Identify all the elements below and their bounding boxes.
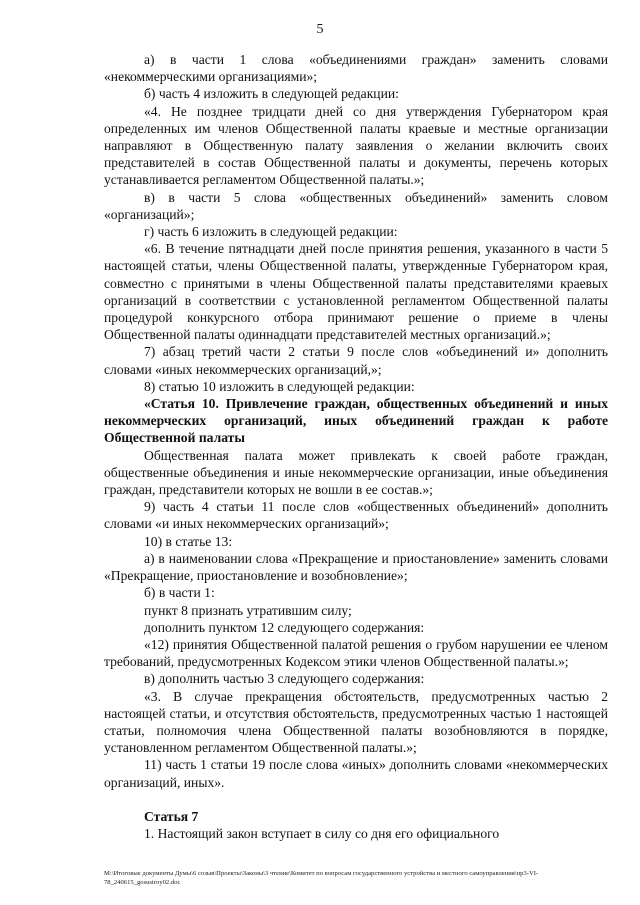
paragraph: «3. В случае прекращения обстоятельств, предусмотренных частью 2 настоящей статьи, и отсутствия обстоятельств, предусмотренных частью 1 настоящей статьи, полномочия члена Общественной палаты возобновляются в порядке, установленном регламентом Общественной палаты.»; <box>104 688 608 756</box>
paragraph: «4. Не позднее тридцати дней со дня утверждения Губернатором края определенных им членов Общественной палаты краевые и местные организации направляют в Общественную палату заявления о желании включить своих представителей в состав Общественной палаты и документы, перечень которых устанавливается регламентом Общественной палаты.»; <box>104 103 608 188</box>
paragraph: 11) часть 1 статьи 19 после слова «иных» дополнить словами «некоммерческих организаций, иных». <box>104 757 608 790</box>
paragraph: пункт 8 признать утратившим силу; <box>144 602 352 618</box>
paragraph: 10) в статье 13: <box>144 533 233 549</box>
paragraph: 8) статью 10 изложить в следующей редакции: <box>144 378 415 394</box>
document-body <box>104 51 608 842</box>
paragraph: в) в части 5 слова «общественных объединений» заменить словом «организаций»; <box>104 189 608 222</box>
article-10-heading: «Статья 10. Привлечение граждан, общественных объединений и иных некоммерческих организаций, иных объединений граждан к работе Общественной палаты <box>104 396 608 446</box>
paragraph: «12) принятия Общественной палатой решения о грубом нарушении ее членом требований, предусмотренных Кодексом этики членов Общественной палаты.»; <box>104 636 608 670</box>
article-7-text: 1. Настоящий закон вступает в силу со дня его официального <box>144 825 500 841</box>
paragraph: б) в части 1: <box>144 585 215 601</box>
page-number: 5 <box>316 22 324 37</box>
paragraph: б) часть 4 изложить в следующей редакции: <box>144 86 399 102</box>
footer-file-path: М:\Итоговые документы Думы\6 созыв\Проекты\Законы\3 чтение\Комитет по вопросам государственного устройства и местного самоуправления\пр3-VI-78_240615_gosustroy02.doc <box>104 870 539 886</box>
paragraph: г) часть 6 изложить в следующей редакции: <box>144 224 398 240</box>
spacer <box>104 791 608 808</box>
paragraph: а) в части 1 слова «объединениями граждан» заменить словами «некоммерческими организациями»; <box>104 52 608 85</box>
paragraph: дополнить пунктом 12 следующего содержания: <box>144 619 425 635</box>
paragraph: а) в наименовании слова «Прекращение и приостановление» заменить словами «Прекращение, приостановление и возобновление»; <box>104 550 608 584</box>
paragraph: 9) часть 4 статьи 11 после слов «общественных объединений» дополнить словами «и иных некоммерческих организаций»; <box>104 499 608 532</box>
article-7-heading: Статья 7 <box>144 808 199 824</box>
paragraph: «6. В течение пятнадцати дней после принятия решения, указанного в части 5 настоящей статьи, члены Общественной палаты, утвержденные Губернатором края, совместно с принятыми в члены Общественной палаты представителями краевых организаций в соответствии с установленной регламентом Общественной палаты процедурой конкурсного отбора принимают решение о приеме в члены Общественной палаты одиннадцати представителей местных организаций.»; <box>104 241 608 343</box>
paragraph: Общественная палата может привлекать к своей работе граждан, общественные объединения и иные некоммерческие организации, иные объединения граждан, представители которых не вошли в ее состав.»; <box>104 447 608 498</box>
paragraph: 7) абзац третий части 2 статьи 9 после слов «объединений и» дополнить словами «иных некоммерческих организаций,»; <box>104 344 608 377</box>
paragraph: в) дополнить частью 3 следующего содержания: <box>144 671 425 687</box>
